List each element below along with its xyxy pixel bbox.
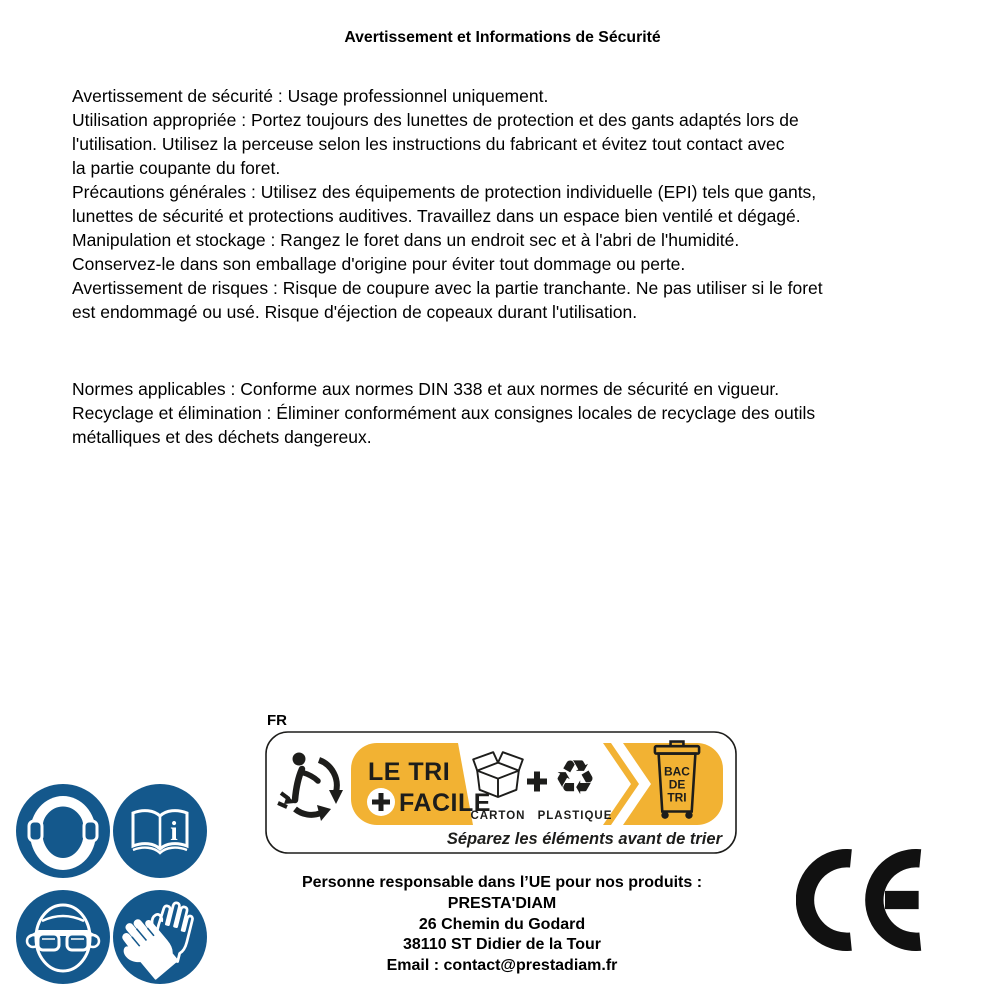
- text-line: est endommagé ou usé. Risque d'éjection de copeaux durant l'utilisation.: [72, 302, 638, 322]
- info-tri-label-graphic: [265, 731, 737, 855]
- text-line: la partie coupante du foret.: [72, 158, 281, 178]
- safety-text-block-1: [72, 84, 972, 324]
- address-line: 38110 ST Didier de la Tour: [403, 936, 601, 954]
- text-line: Normes applicables : Conforme aux normes DIN 338 et aux normes de sécurité en vigueur.: [72, 379, 780, 399]
- wear-eye-protection-icon: [16, 890, 110, 984]
- text-line: l'utilisation. Utilisez la perceuse selon les instructions du fabricant et évitez tout contact avec: [72, 134, 785, 154]
- ce-letter-c: [805, 858, 851, 942]
- text-line: lunettes de sécurité et protections auditives. Travaillez dans un espace bien ventilé et dégagé.: [72, 206, 801, 226]
- text-line: Avertissement de risques : Risque de coupure avec la partie tranchante. Ne pas utiliser si le foret: [72, 278, 823, 298]
- text-line: Conservez-le dans son emballage d'origine pour éviter tout dommage ou perte.: [72, 254, 686, 274]
- address-line: 26 Chemin du Godard: [418, 915, 586, 933]
- bin-label-bac: BAC: [664, 764, 690, 779]
- text-line: Recyclage et élimination : Éliminer conformément aux consignes locales de recyclage des outils: [72, 403, 816, 423]
- text-line: métalliques et des déchets dangereux.: [72, 427, 372, 447]
- fr-country-code: FR: [267, 712, 287, 729]
- ear-muff: [29, 821, 42, 841]
- lens: [67, 934, 88, 950]
- lens: [38, 934, 59, 950]
- carton-label: CARTON: [470, 810, 526, 822]
- plastique-label: PLASTIQUE: [537, 810, 613, 822]
- facile-headline: FACILE: [399, 789, 491, 817]
- recycling-loop-icon: ♻: [553, 750, 597, 806]
- text-line: Utilisation appropriée : Portez toujours des lunettes de protection et des gants adaptés lors de: [72, 110, 799, 130]
- responsible-line: Personne responsable dans l’UE pour nos produits :: [301, 874, 703, 891]
- ce-marking: [796, 849, 923, 956]
- safety-pictograms: [16, 784, 207, 984]
- page-title: Avertissement et Informations de Sécurité: [344, 29, 661, 46]
- email-line: Email : contact@prestadiam.fr: [386, 957, 618, 975]
- bin-label-tri: TRI: [667, 790, 687, 805]
- text-line: Manipulation et stockage : Rangez le foret dans un endroit sec et à l'abri de l'humidité.: [72, 230, 740, 250]
- info-letter: i: [170, 816, 178, 846]
- wear-ear-protection-icon: [16, 784, 110, 878]
- ear-muff: [84, 821, 97, 841]
- bin-label-de: DE: [668, 777, 686, 792]
- company-name: PRESTA'DIAM: [447, 894, 557, 912]
- text-line: Précautions générales : Utilisez des équipements de protection individuelle (EPI) tels que gants,: [72, 182, 817, 202]
- wear-gloves-icon: [113, 890, 207, 984]
- recycling-label: [265, 712, 737, 860]
- responsible-person-block: [252, 873, 752, 977]
- sorting-instruction: Séparez les éléments avant de trier: [446, 830, 722, 848]
- ce-marking-icon: [796, 849, 923, 951]
- text-line: Avertissement de sécurité : Usage professionnel uniquement.: [72, 86, 549, 106]
- read-manual-icon: [113, 784, 207, 878]
- safety-text-block-2: [72, 377, 972, 449]
- le-tri-headline: LE TRI: [368, 758, 451, 786]
